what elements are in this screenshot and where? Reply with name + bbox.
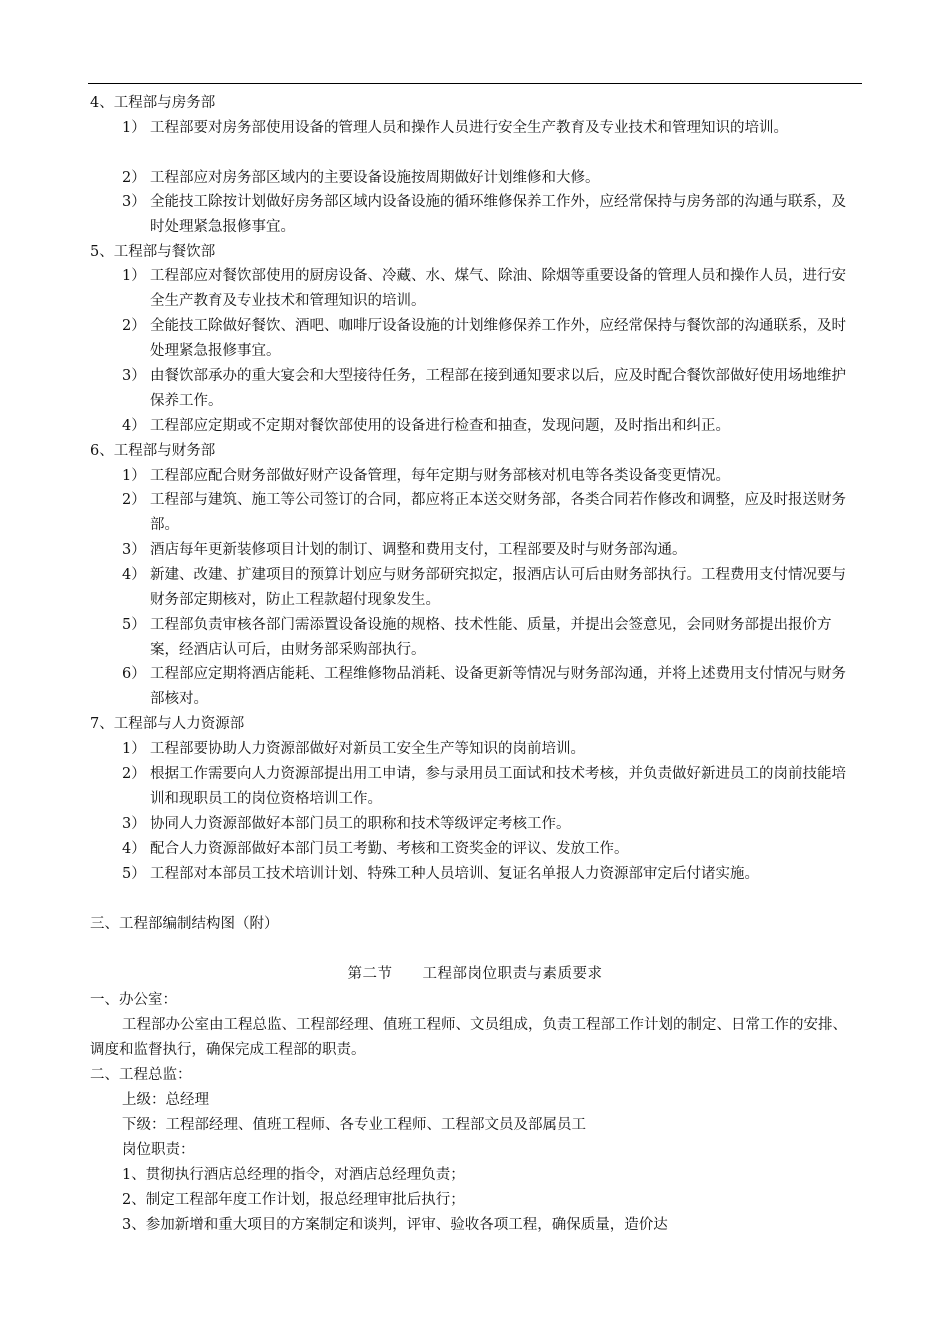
duty-item: 2、制定工程部年度工作计划，报总经理审批后执行； [122, 1192, 465, 1208]
item-number: 2） [122, 170, 146, 186]
item-text: 全能技工除做好餐饮、酒吧、咖啡厅设备设施的计划维修保养工作外，应经常保持与餐饮部的沟通联系，及时处理紧急报修事宜。 [150, 318, 846, 359]
list-item [122, 737, 860, 762]
item-text: 工程部应定期或不定期对餐饮部使用的设备进行检查和抽查，发现问题，及时指出和纠正。 [150, 418, 730, 434]
item-text: 酒店每年更新装修项目计划的制订、调整和费用支付，工程部要及时与财务部沟通。 [150, 542, 687, 558]
item-number: 1） [122, 120, 146, 136]
list-item [122, 812, 860, 837]
list-item [122, 538, 860, 563]
item-number: 1） [122, 468, 146, 484]
item-number: 5） [122, 617, 146, 633]
duty-item: 1、贯彻执行酒店总经理的指令，对酒店总经理负责； [122, 1167, 465, 1183]
item-number: 3） [122, 816, 146, 832]
item-number: 2） [122, 492, 146, 508]
item-text: 工程部应对餐饮部使用的厨房设备、冷藏、水、煤气、除油、除烟等重要设备的管理人员和操作人员，进行安全生产教育及专业技术和管理知识的培训。 [150, 268, 846, 309]
item-number: 4） [122, 567, 146, 583]
item-text: 工程部应定期将酒店能耗、工程维修物品消耗、设备更新等情况与财务部沟通，并将上述费用支付情况与财务部核对。 [150, 666, 846, 707]
item-number: 4） [122, 841, 146, 857]
list-item [122, 314, 860, 364]
item-text: 新建、改建、扩建项目的预算计划应与财务部研究拟定，报酒店认可后由财务部执行。工程费用支付情况要与财务部定期核对，防止工程款超付现象发生。 [150, 567, 846, 608]
list-item [122, 190, 860, 240]
item-text: 工程部要对房务部使用设备的管理人员和操作人员进行安全生产教育及专业技术和管理知识的培训。 [150, 120, 788, 136]
list-item [122, 613, 860, 663]
section-title: 第二节 工程部岗位职责与素质要求 [347, 966, 603, 982]
item-text: 工程部与建筑、施工等公司签订的合同，都应将正本送交财务部，各类合同若作修改和调整，应及时报送财务部。 [150, 492, 846, 533]
director-subordinate: 下级：工程部经理、值班工程师、各专业工程师、工程部文员及部属员工 [122, 1117, 586, 1133]
item-text: 协同人力资源部做好本部门员工的职称和技术等级评定考核工作。 [150, 816, 571, 832]
section-4-heading: 4、工程部与房务部 [90, 95, 216, 111]
item-number: 5） [122, 866, 146, 882]
org-chart-heading: 三、工程部编制结构图（附） [90, 916, 279, 932]
list-item [122, 414, 860, 439]
item-number: 1） [122, 268, 146, 284]
item-text: 工程部要协助人力资源部做好对新员工安全生产等知识的岗前培训。 [150, 741, 585, 757]
item-number: 3） [122, 194, 146, 210]
list-item [122, 464, 860, 489]
item-number: 2） [122, 318, 146, 334]
office-paragraph: 工程部办公室由工程总监、工程部经理、值班工程师、文员组成，负责工程部工作计划的制定、日常工作的安排、调度和监督执行，确保完成工程部的职责。 [90, 1017, 847, 1058]
director-heading: 二、工程总监： [90, 1067, 192, 1083]
item-text: 工程部对本部员工技术培训计划、特殊工种人员培训、复证名单报人力资源部审定后付诸实施。 [150, 866, 759, 882]
item-text: 工程部应配合财务部做好财产设备管理，每年定期与财务部核对机电等各类设备变更情况。 [150, 468, 730, 484]
item-text: 工程部负责审核各部门需添置设备设施的规格、技术性能、质量，并提出会签意见，会同财务部提出报价方案，经酒店认可后，由财务部采购部执行。 [150, 617, 832, 658]
list-item [122, 837, 860, 862]
list-item [122, 166, 860, 191]
list-item [122, 762, 860, 812]
list-item [122, 364, 860, 414]
item-number: 4） [122, 418, 146, 434]
list-item [122, 264, 860, 314]
item-text: 全能技工除按计划做好房务部区域内设备设施的循环维修保养工作外，应经常保持与房务部的沟通与联系，及时处理紧急报修事宜。 [150, 194, 846, 235]
item-text: 由餐饮部承办的重大宴会和大型接待任务，工程部在接到通知要求以后，应及时配合餐饮部做好使用场地维护保养工作。 [150, 368, 846, 409]
list-item [122, 862, 860, 887]
director-superior: 上级：总经理 [122, 1092, 209, 1108]
list-item [122, 563, 860, 613]
section-6-heading: 6、工程部与财务部 [90, 443, 216, 459]
item-number: 2） [122, 766, 146, 782]
item-number: 3） [122, 368, 146, 384]
item-number: 1） [122, 741, 146, 757]
item-number: 3） [122, 542, 146, 558]
list-item [122, 662, 860, 712]
section-5-heading: 5、工程部与餐饮部 [90, 244, 216, 260]
list-item [122, 116, 860, 141]
header-rule [88, 83, 862, 84]
item-text: 配合人力资源部做好本部门员工考勤、考核和工资奖金的评议、发放工作。 [150, 841, 629, 857]
list-item [122, 488, 860, 538]
office-heading: 一、办公室： [90, 992, 177, 1008]
item-text: 根据工作需要向人力资源部提出用工申请，参与录用员工面试和技术考核，并负责做好新进员工的岗前技能培训和现职员工的岗位资格培训工作。 [150, 766, 846, 807]
duties-label: 岗位职责： [122, 1142, 195, 1158]
duty-item: 3、参加新增和重大项目的方案制定和谈判，评审、验收各项工程，确保质量，造价达 [122, 1217, 668, 1233]
item-number: 6） [122, 666, 146, 682]
section-7-heading: 7、工程部与人力资源部 [90, 716, 245, 732]
item-text: 工程部应对房务部区域内的主要设备设施按周期做好计划维修和大修。 [150, 170, 600, 186]
